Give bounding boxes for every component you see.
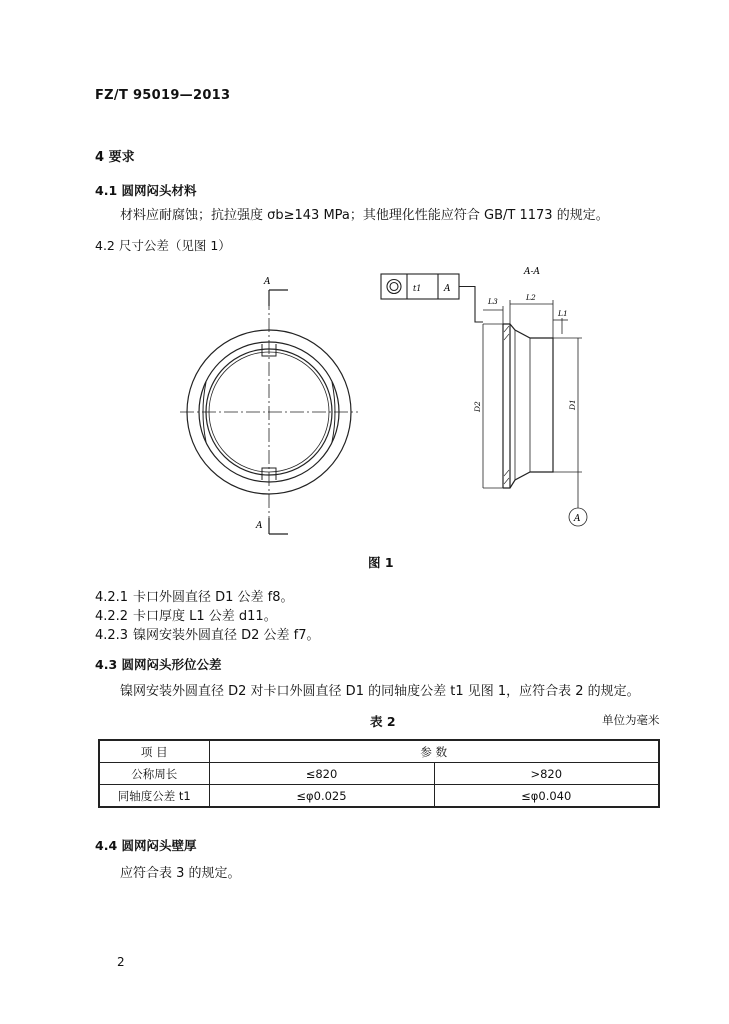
section-4-1-title: 4.1 圆网闷头材料 — [95, 183, 197, 198]
item-4-2-2 — [95, 605, 277, 624]
row-cell: ≤820 — [209, 763, 434, 785]
table-unit: 单位为毫米 — [602, 713, 660, 727]
section-4-4-body: 应符合表 3 的规定。 — [120, 866, 241, 881]
table-header-row — [99, 740, 659, 763]
section-4-2-title: 4.2 尺寸公差（见图 1） — [95, 238, 231, 253]
table-caption: 表 2 — [370, 714, 396, 729]
section-4-4-title: 4.4 圆网闷头壁厚 — [95, 838, 197, 853]
cut-label-bottom: A — [256, 521, 263, 531]
item-text: 卡口外圆直径 D1 公差 f8。 — [133, 590, 294, 605]
row-label: 同轴度公差 t1 — [99, 785, 209, 808]
item-4-2-3 — [95, 624, 320, 643]
row-cell: ≤φ0.040 — [434, 785, 659, 808]
standard-header: FZ/T 95019—2013 — [95, 88, 231, 103]
datum-circle-label: A — [574, 514, 581, 524]
section-4-3-title: 4.3 圆网闷头形位公差 — [95, 657, 222, 672]
header-param: 参 数 — [209, 740, 659, 763]
item-text: 卡口厚度 L1 公差 d11。 — [133, 609, 277, 624]
section-view — [503, 324, 553, 488]
cut-label-top: A — [264, 277, 271, 287]
dim-D1: D1 — [568, 399, 577, 410]
section-label: A-A — [524, 267, 541, 277]
tolerance-symbol: t1 — [413, 284, 422, 293]
item-number: 4.2.1 — [95, 590, 129, 605]
item-number: 4.2.2 — [95, 609, 129, 624]
item-text: 镍网安装外圆直径 D2 公差 f7。 — [133, 628, 320, 643]
section-4-title: 4 要求 — [95, 150, 135, 165]
row-cell: ≤φ0.025 — [209, 785, 434, 808]
tolerance-frame — [381, 274, 483, 322]
table-row — [99, 785, 659, 808]
figure-caption: 图 1 — [368, 555, 394, 570]
page-number: 2 — [117, 955, 125, 969]
figure-1 — [170, 262, 610, 542]
item-4-2-1 — [95, 586, 294, 605]
section-4-3-body: 镍网安装外圆直径 D2 对卡口外圆直径 D1 的同轴度公差 t1 见图 1，应符合表 2 的规定。 — [120, 684, 640, 699]
dim-L2: L2 — [526, 293, 536, 302]
dim-L3: L3 — [488, 297, 498, 306]
tolerance-datum: A — [444, 284, 451, 294]
header-item: 项 目 — [99, 740, 209, 763]
row-label: 公称周长 — [99, 763, 209, 785]
table-2 — [98, 739, 660, 808]
item-number: 4.2.3 — [95, 628, 129, 643]
section-4-1-body: 材料应耐腐蚀；抗拉强度 σb≥143 MPa；其他理化性能应符合 GB/T 1173 的规定。 — [120, 208, 609, 223]
dim-L1: L1 — [558, 309, 568, 318]
row-cell: >820 — [434, 763, 659, 785]
dim-D2: D2 — [473, 401, 482, 412]
table-row — [99, 763, 659, 785]
